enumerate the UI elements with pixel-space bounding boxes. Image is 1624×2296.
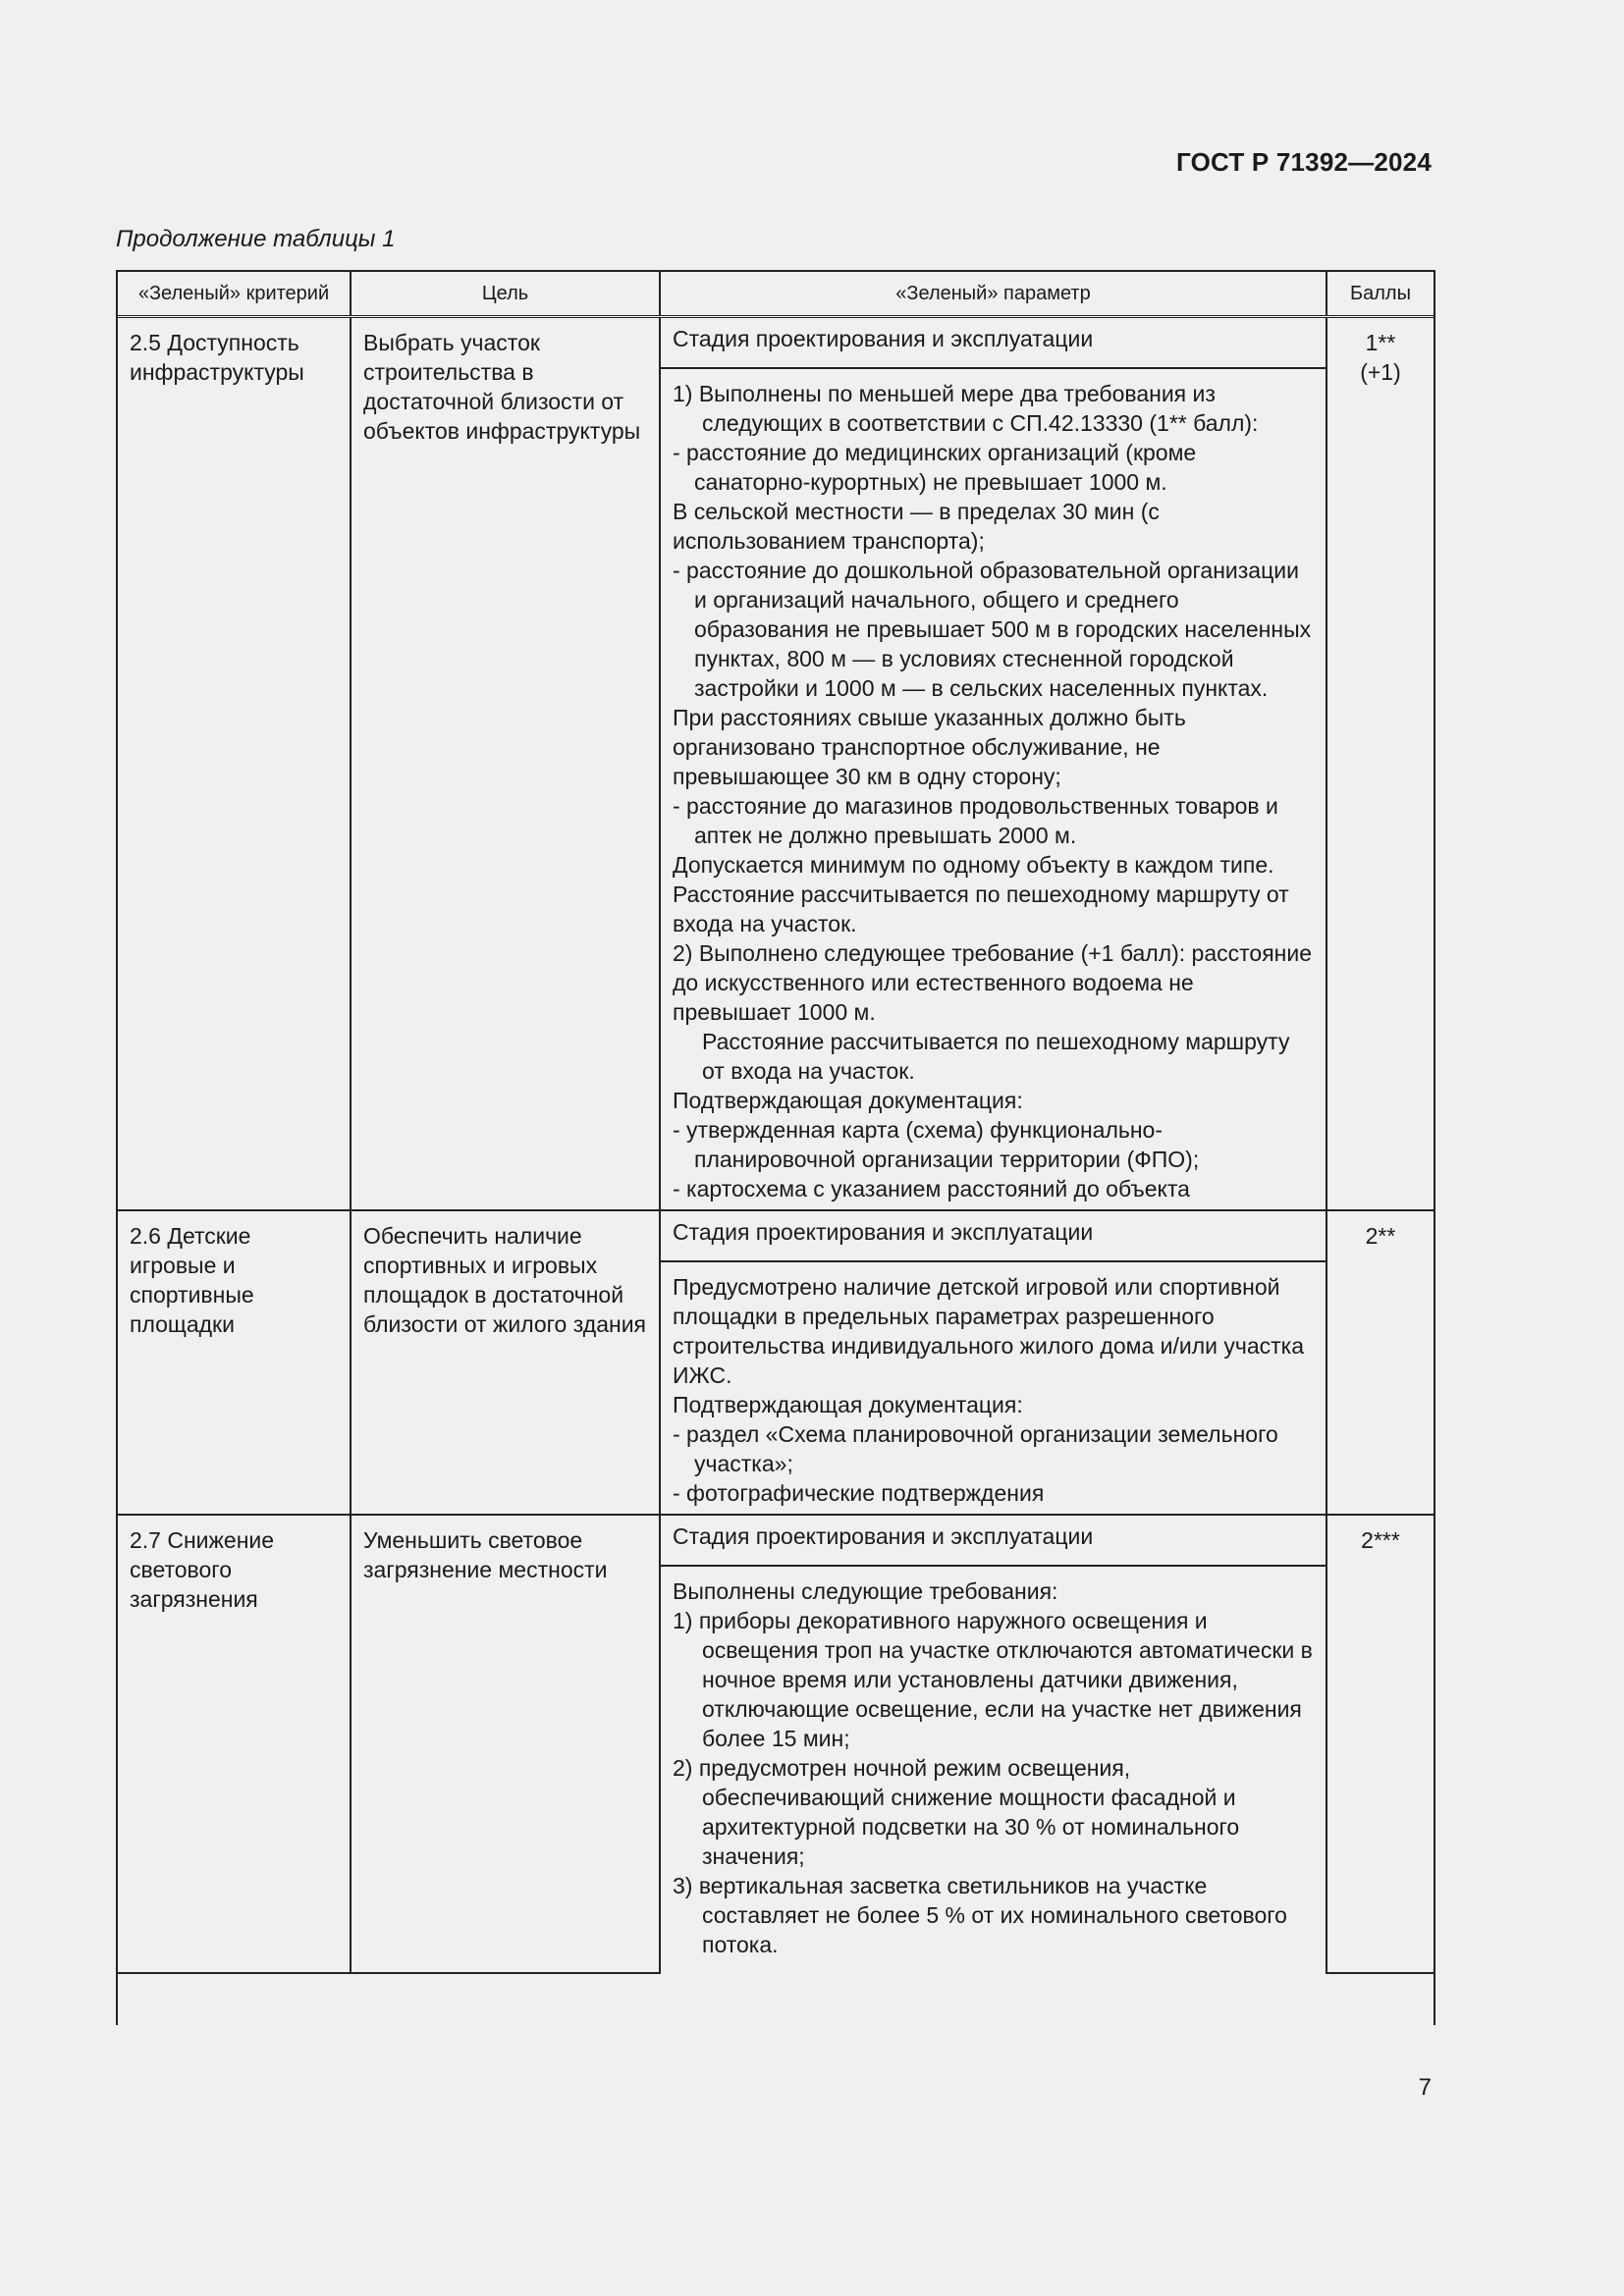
goal-cell: Уменьшить световое загрязнение местности [351, 1515, 660, 1973]
points-value: 2*** [1361, 1527, 1400, 1553]
stage-cell: Стадия проектирования и эксплуатации [660, 1210, 1326, 1261]
requirement-item: 1) приборы декоративного наружного освещения и освещения троп на участке отключаются автоматически в ночное время или установлены датчики движения, отключающие освещение, если на участке нет движения более 15 мин; [673, 1608, 1313, 1751]
bullet-item: - утвержденная карта (схема) функционально-планировочной организации территории (ФПО); [673, 1117, 1200, 1172]
table-row [118, 1515, 1434, 1566]
points-cell [1326, 1210, 1434, 1515]
points-cell [1326, 1515, 1434, 1973]
table-row [118, 317, 1434, 369]
paragraph: Допускается минимум по одному объекту в каждом типе. [673, 852, 1274, 878]
parameter-details-cell [660, 1261, 1326, 1515]
paragraph: Подтверждающая документация: [673, 1088, 1023, 1113]
criteria-table [118, 270, 1434, 1974]
bullet-item: - расстояние до дошкольной образовательной организации и организаций начального, общего и среднего образования не превышает 500 м в городских населенных пунктах, 800 м — в условиях стесненной городской застройки и 1000 м — в сельских населенных пунктах. [673, 558, 1312, 701]
points-bonus: (+1) [1360, 359, 1401, 385]
paragraph-indented: Расстояние рассчитывается по пешеходному маршруту от входа на участок. [702, 1029, 1290, 1084]
document-code: ГОСТ Р 71392—2024 [1176, 147, 1432, 177]
paragraph: Подтверждающая документация: [673, 1392, 1023, 1417]
points-value: 1** [1365, 330, 1396, 355]
criterion-cell: 2.5 Доступность инфраструктуры [118, 317, 351, 1211]
page-number: 7 [1418, 2074, 1432, 2101]
bullet-item: - расстояние до магазинов продовольственных товаров и аптек не должно превышать 2000 м. [673, 793, 1278, 848]
column-header-parameter: «Зеленый» параметр [660, 271, 1326, 317]
table-caption: Продолжение таблицы 1 [116, 226, 396, 252]
criterion-cell: 2.6 Детские игровые и спортивные площадки [118, 1210, 351, 1515]
bullet-item: - раздел «Схема планировочной организации земельного участка»; [673, 1421, 1278, 1476]
requirement-item: 3) вертикальная засветка светильников на участке составляет не более 5 % от их номинального светового потока. [673, 1873, 1287, 1957]
requirement-item: 1) Выполнены по меньшей мере два требования из следующих в соответствии с СП.42.13330 (1** балл): [673, 381, 1259, 436]
paragraph: Расстояние рассчитывается по пешеходному маршруту от входа на участок. [673, 881, 1289, 936]
stage-cell: Стадия проектирования и эксплуатации [660, 317, 1326, 369]
column-header-criterion: «Зеленый» критерий [118, 271, 351, 317]
points-value: 2** [1365, 1223, 1396, 1249]
parameter-details-cell [660, 1566, 1326, 1973]
bullet-item: - расстояние до медицинских организаций (кроме санаторно-курортных) не превышает 1000 м. [673, 440, 1197, 495]
paragraph: Выполнены следующие требования: [673, 1578, 1058, 1604]
goal-cell: Выбрать участок строительства в достаточной близости от объектов инфраструктуры [351, 317, 660, 1211]
paragraph: Предусмотрено наличие детской игровой или спортивной площадки в предельных параметрах разрешенного строительства индивидуального жилого дома и/или участка ИЖС. [673, 1274, 1305, 1388]
stage-cell: Стадия проектирования и эксплуатации [660, 1515, 1326, 1566]
paragraph: 2) Выполнено следующее требование (+1 балл): расстояние до искусственного или естественного водоема не превышает 1000 м. [673, 940, 1313, 1025]
table-row [118, 1210, 1434, 1261]
column-header-points: Баллы [1326, 271, 1434, 317]
requirement-item: 2) предусмотрен ночной режим освещения, обеспечивающий снижение мощности фасадной и архитектурной подсветки на 30 % от номинального значения; [673, 1755, 1240, 1869]
parameter-details-cell [660, 368, 1326, 1210]
paragraph: В сельской местности — в пределах 30 мин (с использованием транспорта); [673, 499, 1160, 554]
column-header-goal: Цель [351, 271, 660, 317]
bullet-item: - картосхема с указанием расстояний до объекта [673, 1176, 1190, 1201]
goal-cell: Обеспечить наличие спортивных и игровых площадок в достаточной близости от жилого здания [351, 1210, 660, 1515]
criterion-cell: 2.7 Снижение светового загрязнения [118, 1515, 351, 1973]
bullet-item: - фотографические подтверждения [673, 1480, 1045, 1506]
table-container [116, 270, 1435, 2025]
points-cell [1326, 317, 1434, 1211]
paragraph: При расстояниях свыше указанных должно быть организовано транспортное обслуживание, не превышающее 30 км в одну сторону; [673, 705, 1186, 789]
table-header-row [118, 271, 1434, 317]
